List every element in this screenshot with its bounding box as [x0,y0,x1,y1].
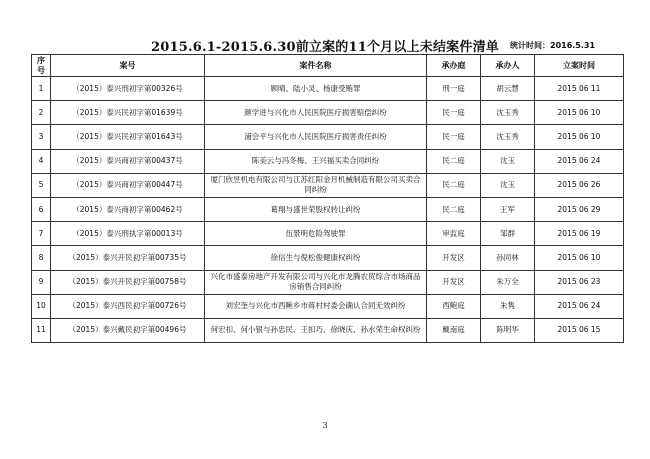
cell-court: 开发区 [427,270,481,294]
cell-case-name: 厦门欣昱机电有限公司与江苏红阳金月机械制造有限公司买卖合同纠纷 [205,173,427,197]
header-judge: 承办人 [481,55,535,77]
cell-seq: 5 [32,173,51,197]
table-row [32,270,624,294]
cell-court: 民二庭 [427,149,481,173]
cell-date: 2015 06 19 [535,222,624,246]
cell-case-name: 浦会平与兴化市人民医院医疗损害责任纠纷 [205,125,427,149]
cell-seq: 8 [32,246,51,270]
cell-case-no: （2015）泰兴开民初字第00758号 [51,270,205,294]
cell-case-no: （2015）泰兴刑初字第00326号 [51,77,205,101]
cell-case-name: 颜学进与兴化市人民医院医疗损害赔偿纠纷 [205,101,427,125]
cell-court: 民二庭 [427,173,481,197]
cell-case-no: （2015）泰兴民初字第01639号 [51,101,205,125]
cell-court: 审监庭 [427,222,481,246]
table-row [32,149,624,173]
cell-judge: 沈玉 [481,173,535,197]
cell-case-no: （2015）泰兴西民初字第00726号 [51,294,205,318]
cell-case-no: （2015）泰兴商初字第00437号 [51,149,205,173]
cell-court: 民二庭 [427,197,481,221]
table-row [32,101,624,125]
cell-seq: 10 [32,294,51,318]
cell-seq: 9 [32,270,51,294]
cell-date: 2015 06 11 [535,77,624,101]
cell-seq: 4 [32,149,51,173]
cell-judge: 朱万全 [481,270,535,294]
cell-case-name: 伍景明危险驾驶罪 [205,222,427,246]
cell-judge: 朱隽 [481,294,535,318]
cell-judge: 王军 [481,197,535,221]
cell-date: 2015 06 26 [535,173,624,197]
cell-date: 2015 06 10 [535,101,624,125]
cell-case-no: （2015）泰兴民初字第01643号 [51,125,205,149]
cell-court: 戴南庭 [427,318,481,342]
table-row [32,246,624,270]
table-row [32,294,624,318]
cell-case-no: （2015）泰兴刑执字第00013号 [51,222,205,246]
header-case-no: 案号 [51,55,205,77]
table-row [32,173,624,197]
cell-seq: 7 [32,222,51,246]
header-case-name: 案件名称 [205,55,427,77]
cell-judge: 胡云慧 [481,77,535,101]
cell-case-name: 陈美云与冯冬梅、王兴福买卖合同纠纷 [205,149,427,173]
cell-court: 西鲍庭 [427,294,481,318]
cell-date: 2015 06 10 [535,125,624,149]
table-row [32,318,624,342]
cell-case-no: （2015）泰兴商初字第00462号 [51,197,205,221]
cell-date: 2015 06 24 [535,149,624,173]
cell-date: 2015 06 29 [535,197,624,221]
cell-date: 2015 06 23 [535,270,624,294]
cell-seq: 1 [32,77,51,101]
cell-judge: 陈明华 [481,318,535,342]
cell-judge: 沈玉秀 [481,125,535,149]
cell-judge: 孙同林 [481,246,535,270]
cell-date: 2015 06 10 [535,246,624,270]
cell-seq: 6 [32,197,51,221]
page-number: 3 [322,421,328,430]
cell-case-name: 刘宏奎与兴化市西鲍乡市蒋村村委会确认合同无效纠纷 [205,294,427,318]
cell-court: 开发区 [427,246,481,270]
header-court: 承办庭 [427,55,481,77]
cell-seq: 11 [32,318,51,342]
table-row [32,125,624,149]
cell-case-name: 徐信生与倪松俊健康权纠纷 [205,246,427,270]
cell-seq: 2 [32,101,51,125]
cell-case-no: （2015）泰兴开民初字第00735号 [51,246,205,270]
header-date: 立案时间 [535,55,624,77]
cell-court: 民一庭 [427,101,481,125]
cell-judge: 沈玉 [481,149,535,173]
cell-case-no: （2015）泰兴戴民初字第00496号 [51,318,205,342]
cell-court: 民一庭 [427,125,481,149]
cell-case-name: 何宏扣、何小银与孙忠民、王扣巧、徐晓庆、孙水荣生命权纠纷 [205,318,427,342]
cell-seq: 3 [32,125,51,149]
cell-case-no: （2015）泰兴商初字第00447号 [51,173,205,197]
cell-case-name: 兴化市盛泰房地产开发有限公司与兴化市龙腾农贸综合市场商品房销售合同纠纷 [205,270,427,294]
cell-date: 2015 06 15 [535,318,624,342]
table-row [32,197,624,221]
header-seq: 序号 [32,55,51,77]
cell-case-name: 葛翔与盛世荣股权转让纠纷 [205,197,427,221]
table-header-row [32,55,624,77]
cell-judge: 沈玉秀 [481,101,535,125]
table-row [32,77,624,101]
cell-judge: 邹群 [481,222,535,246]
cell-court: 刑一庭 [427,77,481,101]
stat-date: 统计时间：2016.5.31 [510,41,596,50]
case-table [31,54,624,343]
cell-date: 2015 06 24 [535,294,624,318]
table-row [32,222,624,246]
document-title: 2015.6.1-2015.6.30前立案的11个月以上未结案件清单 [151,40,499,55]
cell-case-name: 顾晴、陆小灵、杨康受贿罪 [205,77,427,101]
